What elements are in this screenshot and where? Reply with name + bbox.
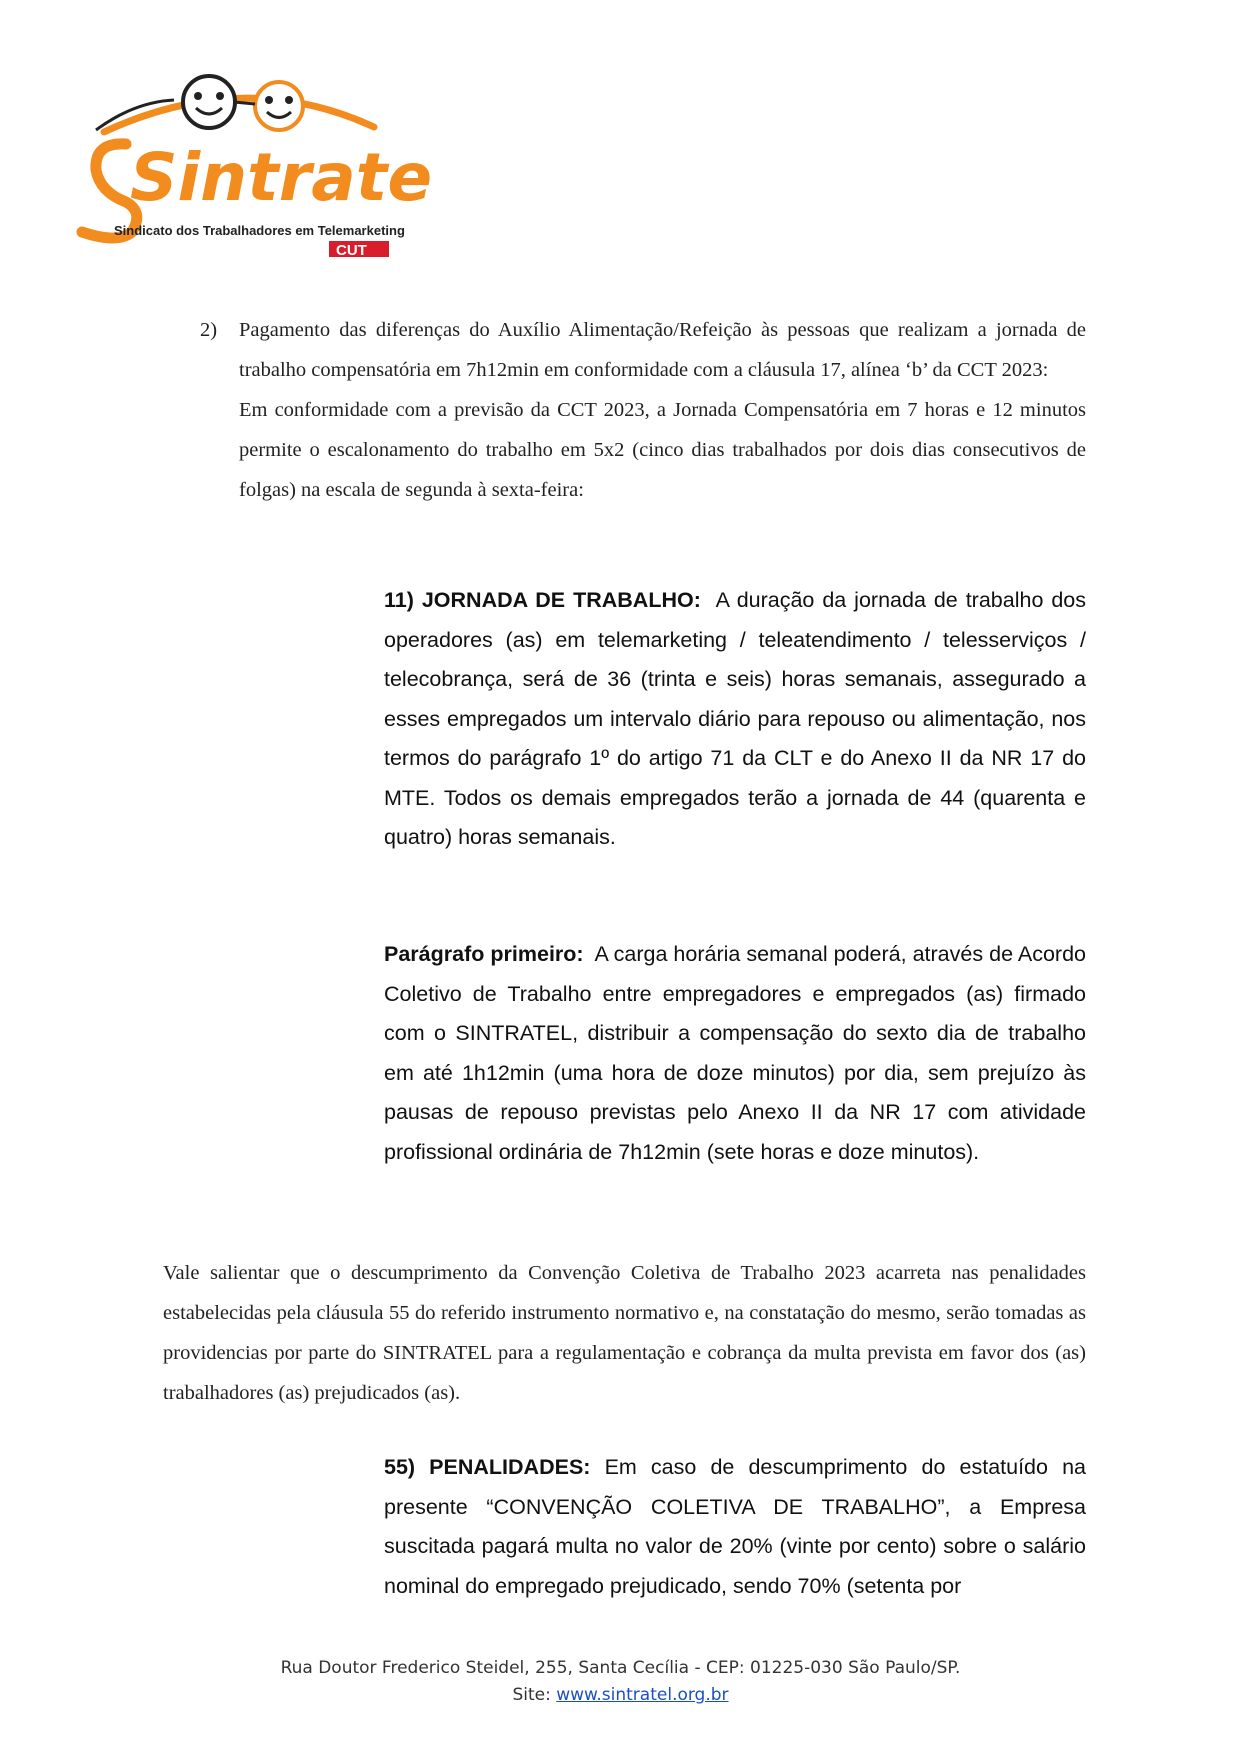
- sintratel-logo: [74, 72, 434, 257]
- footer-site-label: Site:: [512, 1685, 551, 1705]
- item-text: Em conformidade com a previsão da CCT 2023, a Jornada Compensatória em 7 horas e 12 minutos permite o escalonamento do trabalho em 5x2 (cinco dias trabalhados por dois dias consecutivos de folgas) na escala de segunda à sexta-feira:: [239, 399, 1086, 501]
- paragrafo-primeiro-text: A carga horária semanal poderá, através de Acordo Coletivo de Trabalho entre empregadores e empregados (as) firmado com o SINTRATEL, distribuir a compensação do sexto dia de trabalho em até 1h12min (uma hora de doze minutos) por dia, sem prejuízo às pausas de repouso previstas pelo Anexo II da NR 17 com atividade profissional ordinária de 7h12min (sete horas e doze minutos).: [384, 942, 1086, 1164]
- clause-11-text: A duração da jornada de trabalho dos operadores (as) em telemarketing / teleatendimento / telesserviços / telecobrança, será de 36 (trinta e seis) horas semanais, assegurado a esses empregados um intervalo diário para repouso ou alimentação, nos termos do parágrafo 1º do artigo 71 da CLT e do Anexo II da NR 17 do MTE. Todos os demais empregados terão a jornada de 44 (quarenta e quatro) horas semanais.: [384, 588, 1087, 849]
- face-icon-left: [183, 76, 235, 128]
- cut-badge: CUT: [336, 242, 367, 257]
- clause-11-title: 11) JORNADA DE TRABALHO:: [384, 588, 701, 612]
- logo-subtitle: Sindicato dos Trabalhadores em Telemarketing: [114, 223, 405, 238]
- clause-55-title: 55) PENALIDADES:: [384, 1455, 591, 1479]
- page-footer: [0, 1655, 1241, 1709]
- footer-address: Rua Doutor Frederico Steidel, 255, Santa Cecília - CEP: 01225-030 São Paulo/SP.: [280, 1658, 961, 1678]
- body-paragraph-text: Vale salientar que o descumprimento da Convenção Coletiva de Trabalho 2023 acarreta nas penalidades estabelecidas pela cláusula 55 do referido instrumento normativo e, na constatação do mesmo, serão tomadas as providencias por parte do SINTRATEL para a regulamentação e cobrança da multa prevista em favor dos (as) trabalhadores (as) prejudicados (as).: [163, 1262, 1086, 1404]
- paragrafo-primeiro-title: Parágrafo primeiro:: [384, 942, 584, 966]
- item-number: 2): [200, 319, 218, 341]
- item-heading: Pagamento das diferenças do Auxílio Alimentação/Refeição às pessoas que realizam a jornada de trabalho compensatória em 7h12min em conformidade com a cláusula 17, alínea ‘b’ da CCT 2023:: [239, 319, 1086, 381]
- body-paragraph: [163, 1253, 1086, 1413]
- clause-55-quote: [384, 1448, 1086, 1606]
- logo-name: Sintratel: [130, 139, 434, 216]
- sintratel-logo-graphic: [74, 72, 434, 257]
- item-2: [200, 310, 1086, 510]
- face-icon-right: [255, 82, 303, 130]
- clause-11-quote: [384, 581, 1086, 858]
- clause-55-text: Em caso de descumprimento do estatuído na presente “CONVENÇÃO COLETIVA DE TRABALHO”, a Empresa suscitada pagará multa no valor de 20% (vinte por cento) sobre o salário nominal do empregado prejudicado, sendo 70% (setenta por: [384, 1455, 1086, 1598]
- footer-site-link[interactable]: www.sintratel.org.br: [556, 1685, 729, 1705]
- paragrafo-primeiro-quote: [384, 935, 1086, 1172]
